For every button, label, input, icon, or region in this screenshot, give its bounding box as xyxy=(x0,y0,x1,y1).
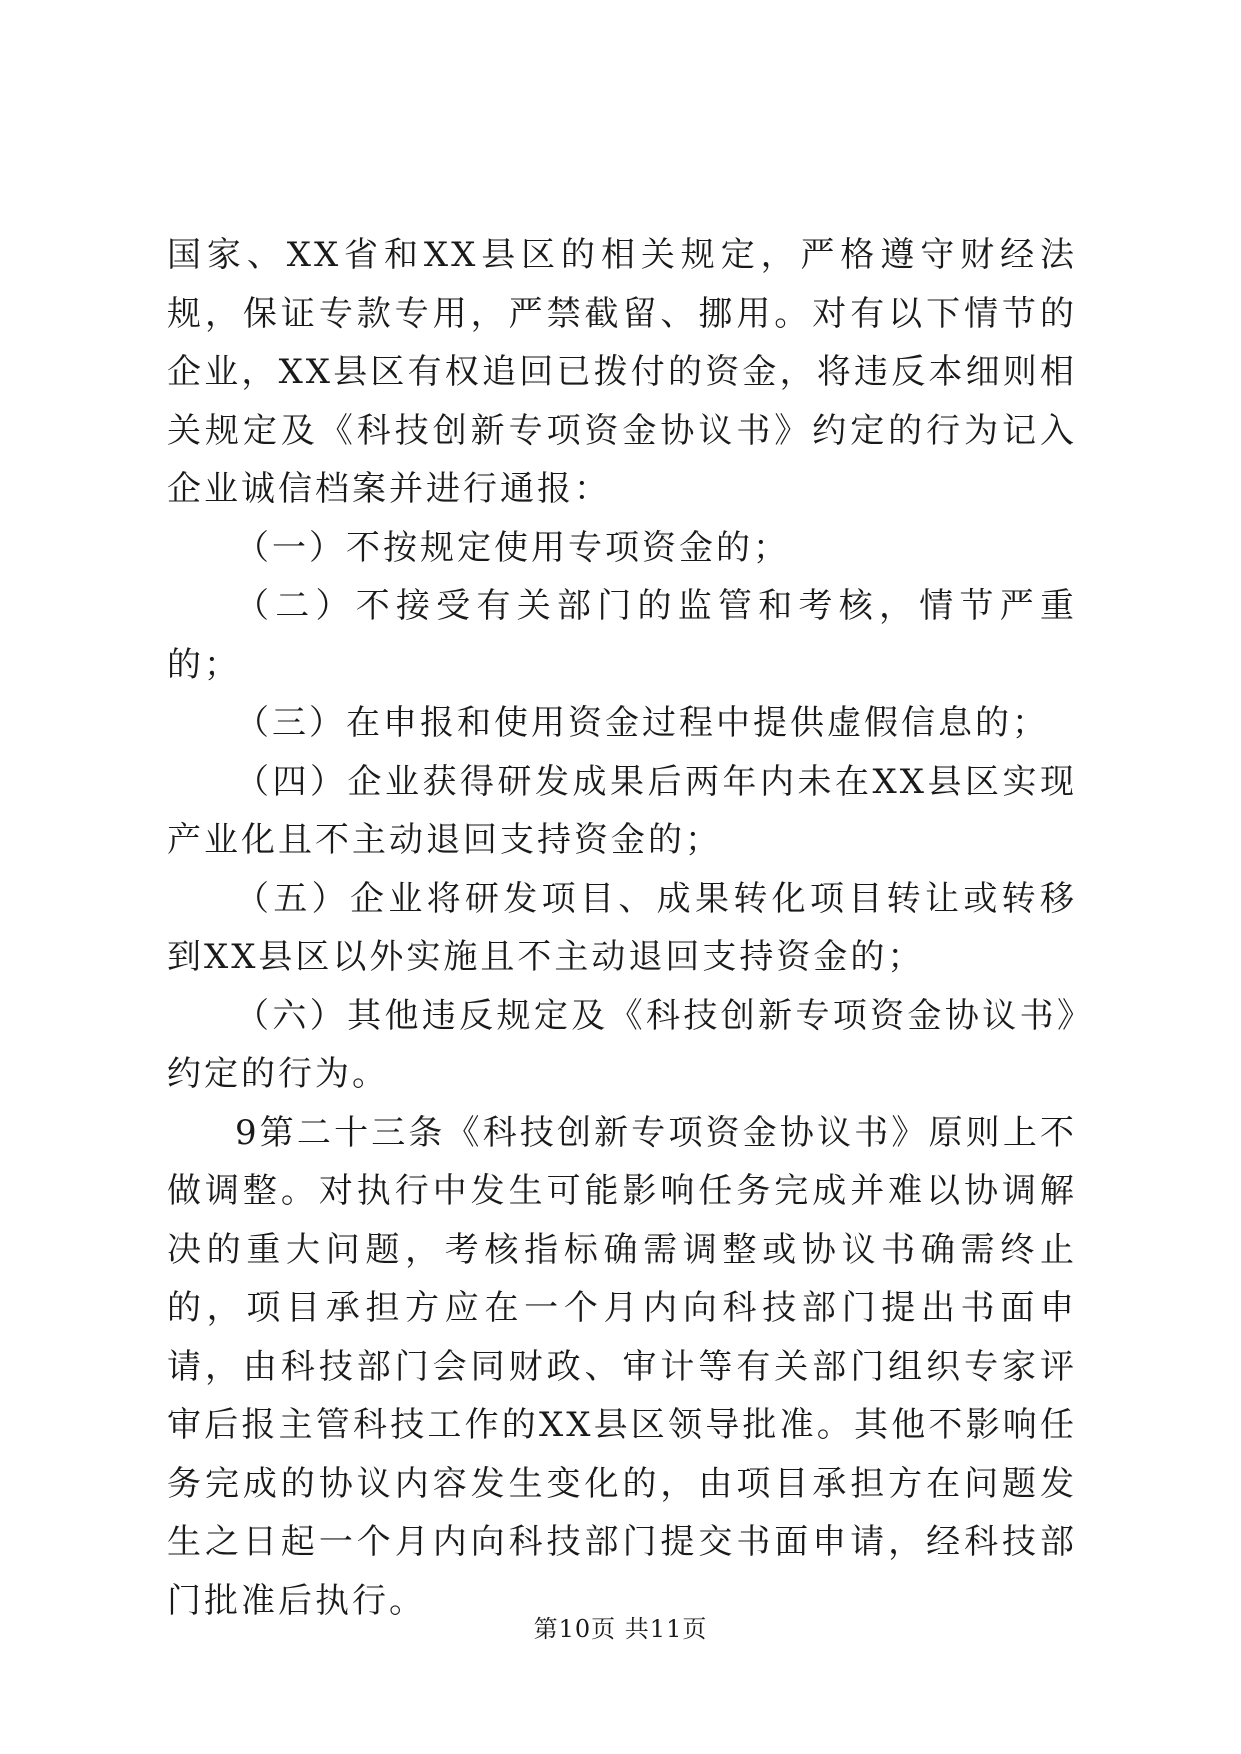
paragraph-article-23: 9第二十三条《科技创新专项资金协议书》原则上不做调整。对执行中发生可能影响任务完成并难以协调解决的重大问题，考核指标确需调整或协议书确需终止的，项目承担方应在一个月内向科技部门提出书面申请，由科技部门会同财政、审计等有关部门组织专家评审后报主管科技工作的XX县区领导批准。其他不影响任务完成的协议内容发生变化的，由项目承担方在问题发生之日起一个月内向科技部门提交书面申请，经科技部门批准后执行。 xyxy=(167,1112,1077,1621)
paragraph-item-4: （四）企业获得研发成果后两年内未在XX县区实现产业化且不主动退回支持资金的； xyxy=(167,761,1077,860)
document-body xyxy=(167,226,1077,1630)
paragraph-item-3: （三）在申报和使用资金过程中提供虚假信息的； xyxy=(235,703,1049,743)
paragraph-regulations-intro: 国家、XX省和XX县区的相关规定，严格遵守财经法规，保证专款专用，严禁截留、挪用。对有以下情节的企业，XX县区有权追回已拨付的资金，将违反本细则相关规定及《科技创新专项资金协议书》约定的行为记入企业诚信档案并进行通报： xyxy=(167,235,1077,509)
paragraph-item-2: （二）不接受有关部门的监管和考核，情节严重的； xyxy=(167,586,1077,685)
page-footer: 第10页 共11页 xyxy=(533,1615,708,1643)
paragraph-item-6: （六）其他违反规定及《科技创新专项资金协议书》约定的行为。 xyxy=(167,995,1077,1094)
paragraph-item-5: （五）企业将研发项目、成果转化项目转让或转移到XX县区以外实施且不主动退回支持资金的； xyxy=(167,878,1077,977)
paragraph-item-1: （一）不按规定使用专项资金的； xyxy=(235,527,790,568)
